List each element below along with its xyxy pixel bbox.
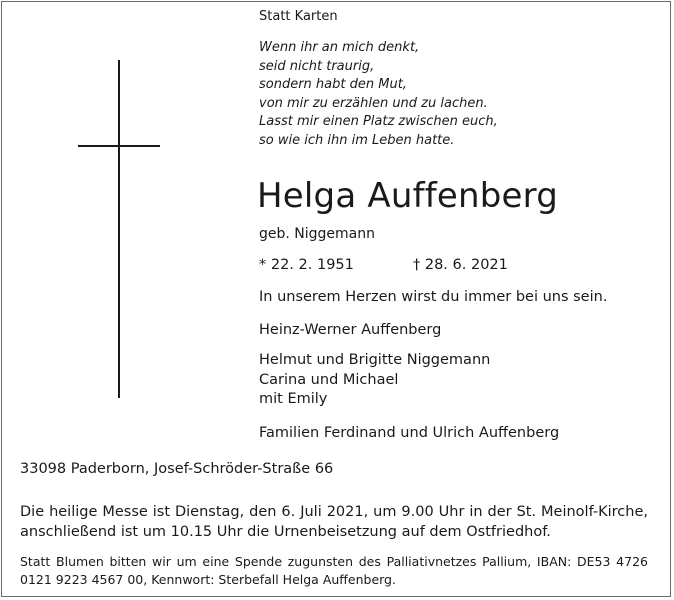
cross-horizontal-bar: [78, 145, 160, 147]
poem-line: Wenn ihr an mich denkt,: [259, 40, 420, 55]
death-date: † 28. 6. 2021: [413, 257, 508, 273]
mass-announcement: Die heilige Messe ist Dienstag, den 6. Juli 2021, um 9.00 Uhr in der St. Meinolf-Kirche, anschließend ist um 10.15 Uhr die Urnenbeisetzung auf dem Ostfriedhof.: [20, 504, 648, 540]
address: 33098 Paderborn, Josef-Schröder-Straße 66: [20, 461, 334, 477]
statt-karten-label: Statt Karten: [259, 9, 338, 24]
poem-line: so wie ich ihn im Leben hatte.: [259, 132, 455, 148]
mourner-line: Helmut und Brigitte Niggemann: [259, 352, 491, 368]
poem-line: seid nicht traurig,: [259, 58, 375, 74]
mourner-group: [259, 351, 490, 410]
deceased-name: Helga Auffenberg: [257, 176, 559, 216]
mourner-line: Carina und Michael: [259, 371, 399, 388]
cross-vertical-bar: [118, 60, 120, 398]
birth-date: * 22. 2. 1951: [259, 257, 354, 273]
poem-line: Lasst mir einen Platz zwischen euch,: [259, 114, 498, 129]
poem-line: von mir zu erzählen und zu lachen.: [259, 95, 488, 111]
mourner-group: [259, 321, 441, 341]
mourner-group: [259, 424, 559, 444]
mourner-line: Familien Ferdinand und Ulrich Auffenberg: [259, 425, 560, 441]
maiden-name: geb. Niggemann: [259, 226, 375, 242]
poem: [259, 39, 498, 150]
mourner-line: mit Emily: [259, 391, 328, 407]
motto: In unserem Herzen wirst du immer bei uns sein.: [259, 289, 608, 305]
poem-line: sondern habt den Mut,: [259, 77, 407, 92]
mourner-line: Heinz-Werner Auffenberg: [259, 322, 442, 338]
donation-request: Statt Blumen bitten wir um eine Spende zugunsten des Palliativnetzes Pallium, IBAN: DE53 4726 0121 9223 4567 00, Kennwort: Sterbefall Helga Auffenberg.: [20, 554, 648, 587]
